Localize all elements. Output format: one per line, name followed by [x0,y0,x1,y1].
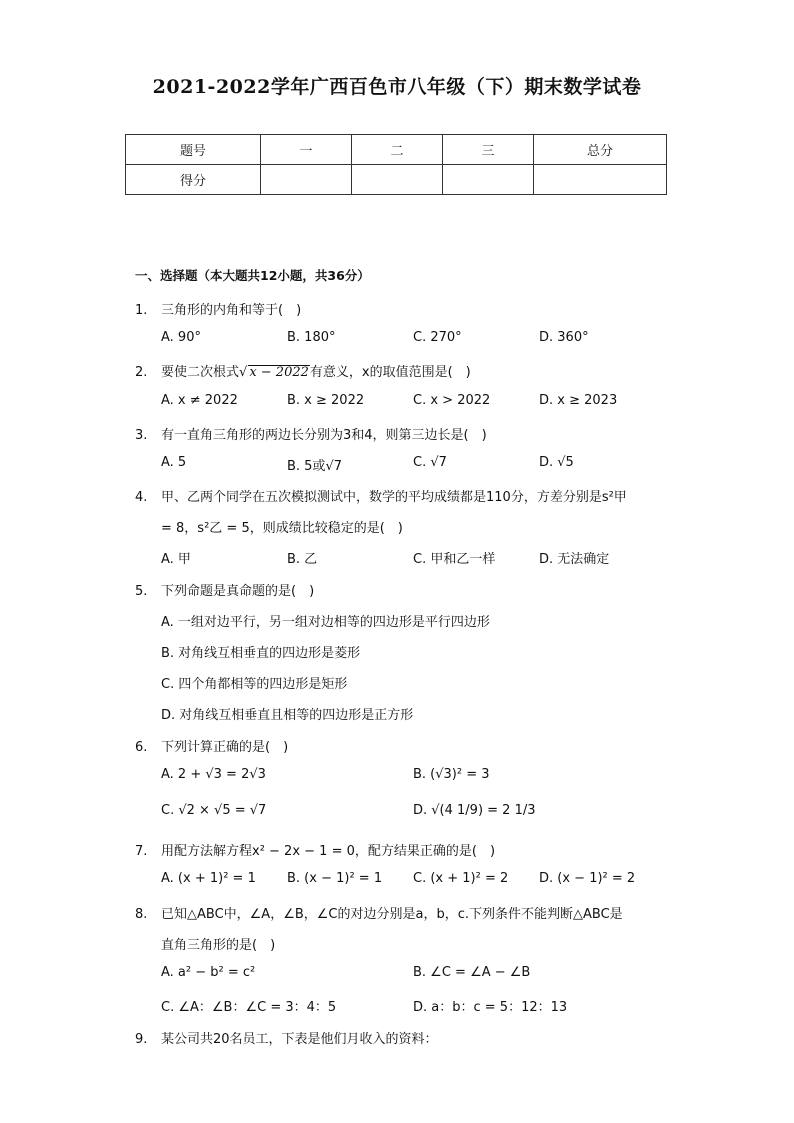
option-a: A. (x + 1)² = 1 [161,871,256,886]
question-9 [135,1028,438,1047]
radical-sign: √ [239,365,248,380]
option-b: B. x ≥ 2022 [287,393,365,408]
table-header-cell: 题号 [126,135,261,165]
score-cell [443,165,534,195]
option-b: B. 5或√7 [287,459,343,474]
question-number: 8. [135,907,148,922]
option-c: C. ∠A：∠B：∠C = 3：4：5 [161,1000,337,1015]
option-a: A. 甲 [161,552,191,567]
question-stem-cont: 有意义，x的取值范围是( ) [309,365,471,380]
score-cell [261,165,352,195]
score-cell [352,165,443,195]
question-number: 6. [135,740,148,755]
option-d: D. √(4 1/9) = 2 1/3 [413,803,536,818]
option-b: B. ∠C = ∠A − ∠B [413,965,531,980]
table-header-cell: 总分 [534,135,667,165]
option-c: C. √7 [413,455,447,470]
question-stem: 下列计算正确的是( ) [161,740,289,755]
option-b: B. 乙 [287,552,318,567]
option-a: A. 2 + √3 = 2√3 [161,767,266,782]
question-3 [135,424,487,443]
option-a: A. a² − b² = c² [161,965,256,980]
question-1 [135,299,301,318]
option-a: A. 一组对边平行，另一组对边相等的四边形是平行四边形 [161,615,490,630]
option-d: D. 360° [539,330,589,345]
question-stem: 要使二次根式 [161,365,240,380]
option-b: B. (x − 1)² = 1 [287,871,383,886]
question-7 [135,840,495,859]
question-stem: 用配方法解方程x² − 2x − 1 = 0，配方结果正确的是( ) [161,844,496,859]
question-number: 1. [135,303,148,318]
option-c: C. 270° [413,330,462,345]
option-b: B. 180° [287,330,336,345]
question-8-cont: 直角三角形的是( ) [161,938,276,953]
score-cell [534,165,667,195]
option-d: D. 无法确定 [539,552,610,567]
option-d: D. (x − 1)² = 2 [539,871,636,886]
question-stem: 三角形的内角和等于( ) [161,303,302,318]
table-row-label: 得分 [126,165,261,195]
question-2 [135,361,471,380]
option-d: D. 对角线互相垂直且相等的四边形是正方形 [161,708,414,723]
option-a: A. 90° [161,330,201,345]
question-stem: 下列命题是真命题的是( ) [161,584,315,599]
question-stem: 已知△ABC中，∠A，∠B，∠C的对边分别是a，b，c.下列条件不能判断△ABC是 [161,907,623,922]
option-c: C. √2 × √5 = √7 [161,803,267,818]
option-d: D. √5 [539,455,574,470]
table-header-cell: 二 [352,135,443,165]
table-row [126,135,667,165]
question-5 [135,580,314,599]
score-table [125,134,667,195]
option-b: B. (√3)² = 3 [413,767,490,782]
question-6 [135,736,288,755]
question-4-cont: = 8，s²乙 = 5，则成绩比较稳定的是( ) [161,521,403,536]
option-a: A. x ≠ 2022 [161,393,238,408]
question-stem: 有一直角三角形的两边长分别为3和4，则第三边长是( ) [161,428,487,443]
option-c: C. 四个角都相等的四边形是矩形 [161,677,348,692]
section-heading: 一、选择题（本大题共12小题，共36分） [135,268,370,283]
option-c: C. 甲和乙一样 [413,552,496,567]
page-title: 2021-2022学年广西百色市八年级（下）期末数学试卷 [152,76,642,98]
question-stem: 甲、乙两个同学在五次模拟测试中，数学的平均成绩都是110分，方差分别是s²甲 [161,490,627,505]
question-number: 2. [135,365,148,380]
question-number: 4. [135,490,148,505]
option-d: D. a：b：c = 5：12：13 [413,1000,568,1015]
table-header-cell: 三 [443,135,534,165]
option-b: B. 对角线互相垂直的四边形是菱形 [161,646,361,661]
question-number: 9. [135,1032,148,1047]
question-8 [135,903,623,922]
option-a: A. 5 [161,455,187,470]
table-row [126,165,667,195]
option-d: D. x ≥ 2023 [539,393,618,408]
table-header-cell: 一 [261,135,352,165]
question-4 [135,486,627,505]
question-number: 7. [135,844,148,859]
radicand: x − 2022 [249,365,309,380]
option-c: C. x > 2022 [413,393,491,408]
question-stem: 某公司共20名员工，下表是他们月收入的资料： [161,1032,438,1047]
question-number: 3. [135,428,148,443]
question-number: 5. [135,584,148,599]
option-c: C. (x + 1)² = 2 [413,871,509,886]
